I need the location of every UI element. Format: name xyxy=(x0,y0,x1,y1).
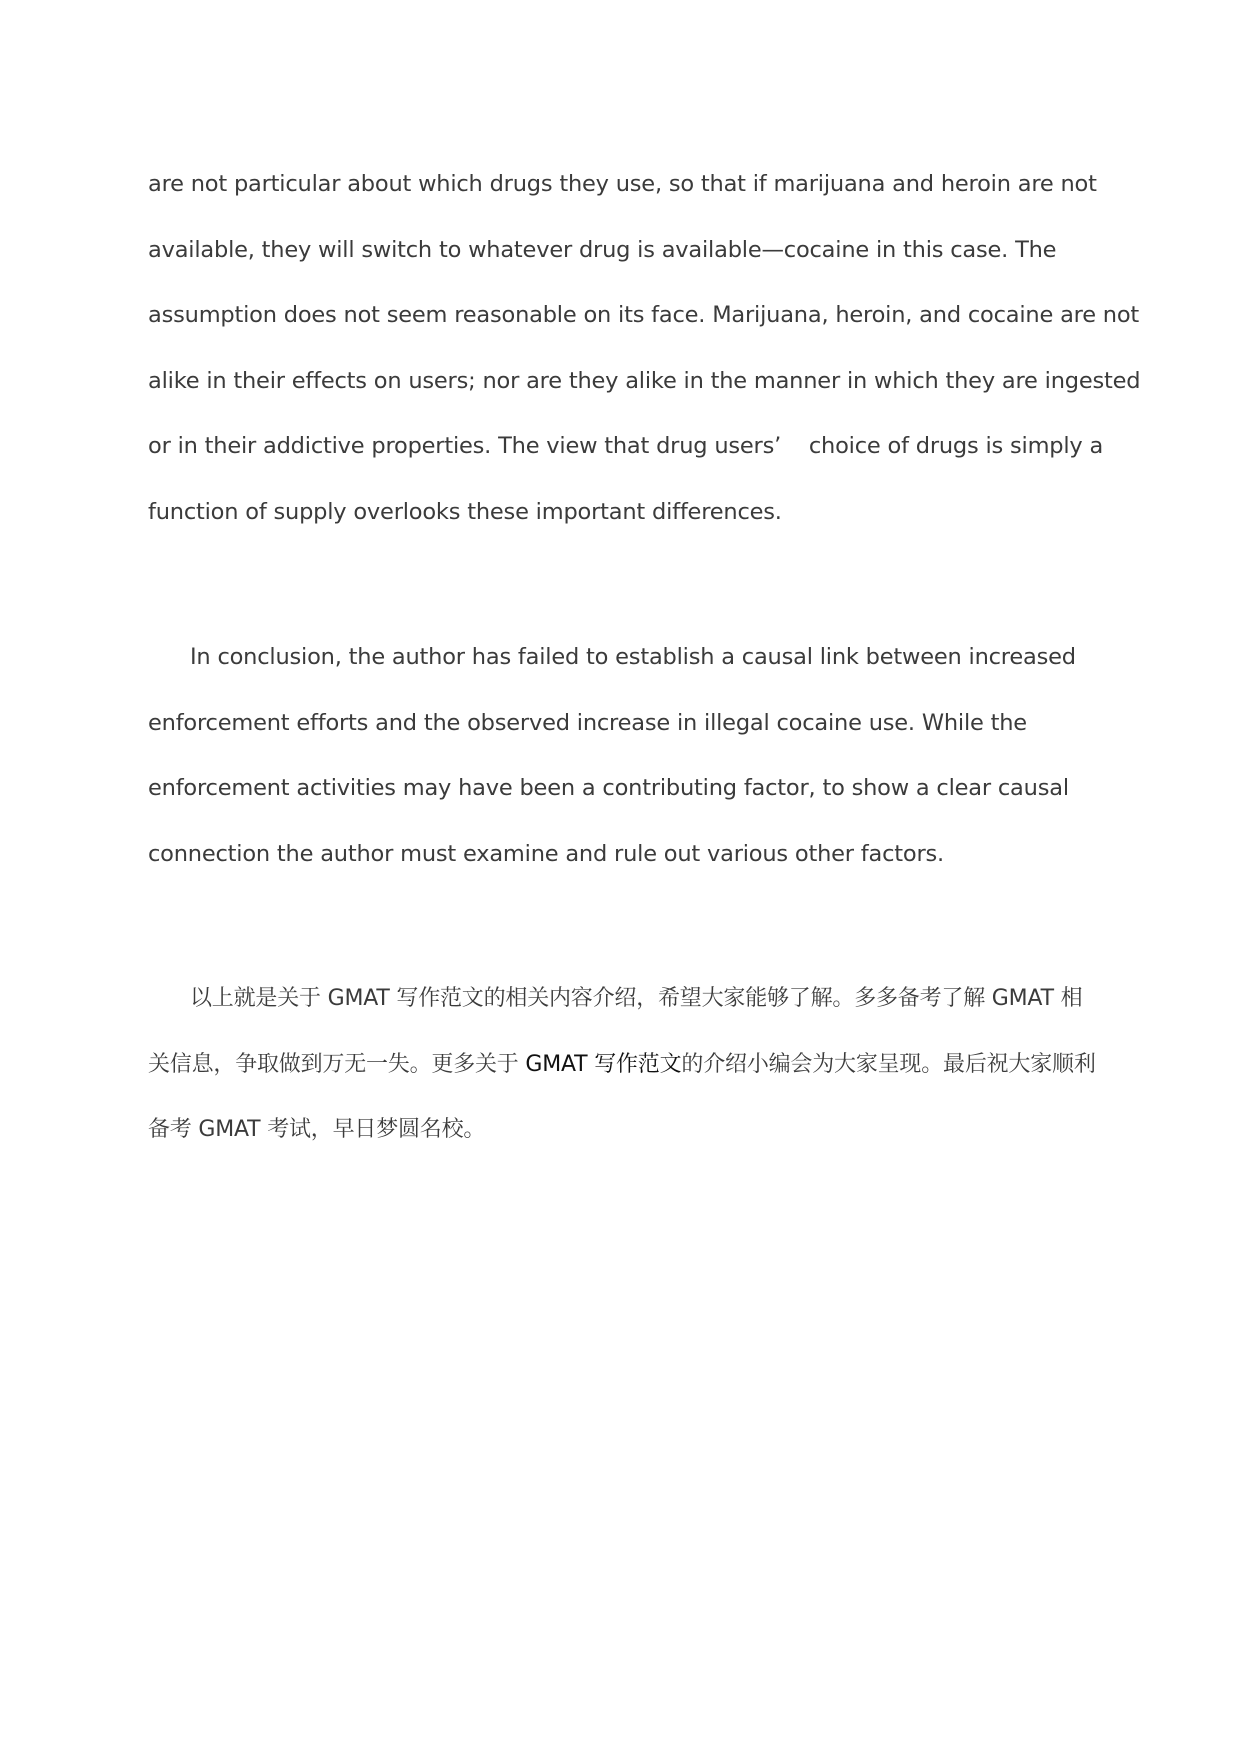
text-line: 备考 GMAT 考试，早日梦圆名校。 xyxy=(148,1117,486,1142)
text-line: function of supply overlooks these important differences. xyxy=(148,498,782,525)
text-segment: 关信息，争取做到万无一失。更多关于 xyxy=(148,1051,526,1077)
paragraph-drug-assumption xyxy=(148,152,1141,545)
text-line: alike in their effects on users; nor are they alike in the manner in which they are ingested xyxy=(148,367,1141,394)
text-line xyxy=(148,1032,1098,1098)
text-line: connection the author must examine and rule out various other factors. xyxy=(148,840,944,867)
paragraph-chinese-summary xyxy=(148,966,1098,1163)
gmat-writing-sample-link[interactable]: GMAT 写作范文 xyxy=(525,1051,682,1077)
text-line: In conclusion, the author has failed to establish a causal link between increased xyxy=(190,644,1076,670)
paragraph-conclusion xyxy=(148,625,1098,887)
text-line: available, they will switch to whatever drug is available—cocaine in this case. The xyxy=(148,236,1057,263)
text-line: or in their addictive properties. The view that drug users’ choice of drugs is simply a xyxy=(148,433,1104,459)
text-line: assumption does not seem reasonable on its face. Marijuana, heroin, and cocaine are not xyxy=(148,302,1140,328)
text-line: 以上就是关于 GMAT 写作范文的相关内容介绍，希望大家能够了解。多多备考了解 GMAT 相 xyxy=(190,986,1083,1011)
text-line: enforcement activities may have been a contributing factor, to show a clear causal xyxy=(148,775,1069,801)
text-line: enforcement efforts and the observed increase in illegal cocaine use. While the xyxy=(148,709,1027,736)
text-segment: 的介绍小编会为大家呈现。最后祝大家顺利 xyxy=(681,1051,1096,1077)
text-line: are not particular about which drugs they use, so that if marijuana and heroin are not xyxy=(148,171,1097,197)
